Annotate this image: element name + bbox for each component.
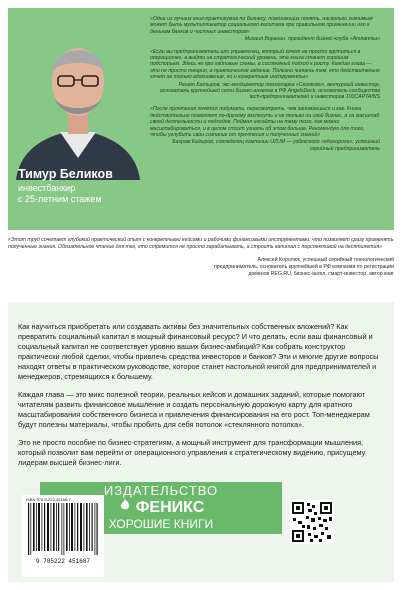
attribution-line: Алексей Королюк, успешный серийный технологический [257,257,394,263]
description-paragraph: Как научиться приобретать или создавать активы без значительных собственных вложений? Как превратить социальный капитал в мощный финансовый ресурс? И что делать, если ваш финансовый и социальный капитал не соответствует уровню ваших бизнес-амбиций? Как собрать конструктор практически любой сделки, чтобы привлечь средства инвесторов и банков? Эти и многие другие вопросы находят ответы в практическом руководстве, которое станет настольной книгой для предпринимателей и менеджеров, стремящихся к большему. [18,322,379,381]
review-attribution: Михаил Воранин, президент бизнес-клуба «Атланты» [244,36,380,43]
isbn-barcode [22,495,104,577]
review-quote: «Этот труд сочетает глубокий практический опыт с конкретными кейсами и рабочими финансовыми инструментами, что позволяет сразу применять полученные знания. Обязательное чтение для тех, кто стремится не просто зарабатывать, а строить капитал с перспективой на десятилетия» [8,237,394,250]
publisher-label: ИЗДАТЕЛЬСТВО [103,483,219,498]
description-paragraph: Это не просто пособие по бизнес-стратегиям, а мощный инструмент для трансформации мышления, который позволит вам перейти от операционного управления к стратегическому видению, присущему лидерам высшей бизнес-лиги. [18,438,366,467]
barcode-icon [24,503,102,565]
author-subtitle-line2: с 25-летним стажем [18,194,102,204]
phoenix-icon [118,498,132,512]
review-attribution: Ренат Батыров, экс-гендиректор технопарка «Сколково», венчурный инвестор, основатель крупнейшей сети бизнес-ангелов в РФ AngelsDeck, основатель сообщества tech-предпринимателей и инвесторов 100CAPTAINS [159,81,380,101]
publisher-tagline: ХОРОШИЕ КНИГИ [108,517,214,531]
reviews-column [150,16,380,158]
book-description [18,322,384,476]
wide-review [8,237,394,277]
author-block [18,167,148,205]
isbn-text: ISBN 978-5-222-45168-7 [26,497,71,502]
review [150,16,380,43]
description-paragraph: Каждая глава — это микс полезной теории, реальных кейсов и домашних заданий, которые помогают читателям развить финансовое мышление и создать персональную дорожную карту для кратного масштабирования собственного бизнеса и привлечения финансирования на его рост. Топ-менеджерам будут полезны материалы, чтобы пробить для себя потолок «стеклянного потолка». [18,390,370,429]
publisher-brand-name: ФЕНИКС [135,499,205,516]
review-quote: «Одна из лучших книг-практикумов по бизнесу, помогающих понять, насколько значимым может быть мультипликатор социального капитала при правильном применении его к деньгам банков и частных инвесторов» [150,16,373,35]
attribution-line: предприниматель, основатель крупнейшей в РФ компании по регистрации [213,263,394,270]
review [150,106,380,152]
qr-code-icon [290,500,334,544]
attribution-line: доменов REG.RU, бизнес-ангел, смарт-инвестор, автор книг [248,270,394,277]
barcode-number: 9 785222 451687 [35,558,91,565]
author-name: Тимур Беликов [18,167,113,181]
review-quote: «Если вы предприниматель или управленец, который хочет не просто крутиться в операционке, а выйти на стратегический уровень, эта книга станет хорошим подспорьем. Здесь не про хайповые схемы, а системный подход к росту. Каждая глава — это не просто теория, а практическое задание. Полезно читать тем, кто действительно хочет не только вдохновение, но и конкретные инструменты» [150,48,380,81]
author-portrait [8,8,148,180]
review-attribution [8,257,394,277]
review-attribution: Бахрам Кадыров, совладелец компании UZUM — узбекского «единорога», успешный серийный предприниматель [172,139,380,152]
review [150,49,380,101]
author-subtitle-line1: инвестбанкир [18,183,76,193]
review-quote: «После прочтения хочется подумать, пересмотреть, чем занимаешься и как. Книга действительно позволяет по-другому взглянуть и не только на свой бизнес, а на масштаб своей деятельности и подходов. Поймал инсайты на тему того, как можно масштабироваться, и в целом стоит узнать об этом больше. Рекомендую для того, чтобы углубить свои сознание от прочтения и полученных знаний» [150,106,380,139]
